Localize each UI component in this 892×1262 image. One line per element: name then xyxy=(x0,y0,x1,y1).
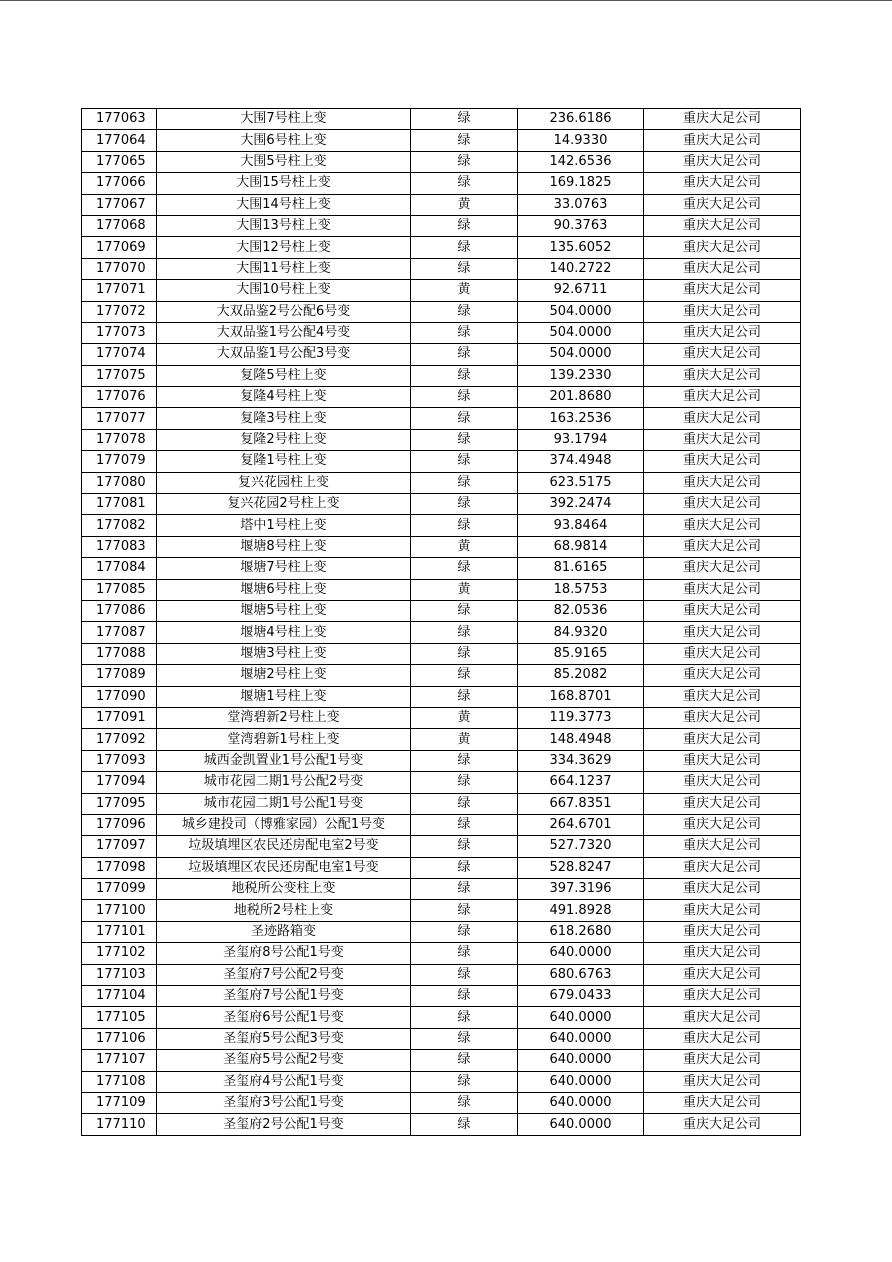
cell-status-color: 黄 xyxy=(411,729,518,750)
cell-value: 640.0000 xyxy=(518,1028,644,1049)
cell-value: 640.0000 xyxy=(518,1050,644,1071)
table-row xyxy=(82,836,801,857)
cell-status-color: 绿 xyxy=(411,494,518,515)
cell-company: 重庆大足公司 xyxy=(644,622,801,643)
cell-name: 圣玺府7号公配1号变 xyxy=(157,986,411,1007)
cell-status-color: 绿 xyxy=(411,237,518,258)
cell-name: 大围11号柱上变 xyxy=(157,258,411,279)
cell-id: 177069 xyxy=(82,237,157,258)
table-row xyxy=(82,729,801,750)
table-row xyxy=(82,600,801,621)
table-row xyxy=(82,151,801,172)
cell-name: 圣玺府2号公配1号变 xyxy=(157,1114,411,1135)
table-row xyxy=(82,429,801,450)
cell-value: 623.5175 xyxy=(518,472,644,493)
table-row xyxy=(82,109,801,130)
cell-status-color: 绿 xyxy=(411,322,518,343)
cell-company: 重庆大足公司 xyxy=(644,1071,801,1092)
cell-company: 重庆大足公司 xyxy=(644,665,801,686)
cell-name: 塔中1号柱上变 xyxy=(157,515,411,536)
cell-company: 重庆大足公司 xyxy=(644,857,801,878)
cell-status-color: 绿 xyxy=(411,900,518,921)
cell-status-color: 绿 xyxy=(411,772,518,793)
cell-status-color: 绿 xyxy=(411,665,518,686)
cell-id: 177093 xyxy=(82,750,157,771)
cell-company: 重庆大足公司 xyxy=(644,1092,801,1113)
cell-id: 177074 xyxy=(82,344,157,365)
cell-company: 重庆大足公司 xyxy=(644,215,801,236)
cell-name: 堰塘3号柱上变 xyxy=(157,643,411,664)
cell-status-color: 绿 xyxy=(411,301,518,322)
cell-value: 640.0000 xyxy=(518,1092,644,1113)
cell-value: 68.9814 xyxy=(518,536,644,557)
cell-value: 680.6763 xyxy=(518,964,644,985)
cell-company: 重庆大足公司 xyxy=(644,900,801,921)
cell-status-color: 绿 xyxy=(411,173,518,194)
cell-value: 92.6711 xyxy=(518,280,644,301)
cell-value: 18.5753 xyxy=(518,579,644,600)
table-row xyxy=(82,879,801,900)
cell-company: 重庆大足公司 xyxy=(644,365,801,386)
table-row xyxy=(82,130,801,151)
cell-name: 城市花园二期1号公配1号变 xyxy=(157,793,411,814)
cell-value: 664.1237 xyxy=(518,772,644,793)
table-row xyxy=(82,1007,801,1028)
cell-company: 重庆大足公司 xyxy=(644,943,801,964)
page-top-border xyxy=(0,0,892,1)
cell-value: 90.3763 xyxy=(518,215,644,236)
cell-status-color: 黄 xyxy=(411,579,518,600)
cell-status-color: 绿 xyxy=(411,600,518,621)
cell-name: 圣玺府5号公配2号变 xyxy=(157,1050,411,1071)
cell-id: 177073 xyxy=(82,322,157,343)
cell-value: 148.4948 xyxy=(518,729,644,750)
table-row xyxy=(82,622,801,643)
cell-company: 重庆大足公司 xyxy=(644,536,801,557)
cell-value: 85.2082 xyxy=(518,665,644,686)
cell-name: 圣迹路箱变 xyxy=(157,921,411,942)
cell-name: 堰塘1号柱上变 xyxy=(157,686,411,707)
cell-value: 504.0000 xyxy=(518,344,644,365)
table-row xyxy=(82,707,801,728)
cell-value: 93.1794 xyxy=(518,429,644,450)
cell-value: 14.9330 xyxy=(518,130,644,151)
table-row xyxy=(82,301,801,322)
cell-status-color: 绿 xyxy=(411,451,518,472)
cell-id: 177089 xyxy=(82,665,157,686)
table-row xyxy=(82,408,801,429)
cell-id: 177094 xyxy=(82,772,157,793)
cell-company: 重庆大足公司 xyxy=(644,258,801,279)
cell-value: 667.8351 xyxy=(518,793,644,814)
cell-value: 392.2474 xyxy=(518,494,644,515)
cell-company: 重庆大足公司 xyxy=(644,772,801,793)
cell-name: 大围13号柱上变 xyxy=(157,215,411,236)
cell-id: 177071 xyxy=(82,280,157,301)
cell-status-color: 绿 xyxy=(411,622,518,643)
table-row xyxy=(82,1071,801,1092)
cell-name: 垃圾填埋区农民还房配电室2号变 xyxy=(157,836,411,857)
cell-status-color: 绿 xyxy=(411,986,518,1007)
cell-name: 垃圾填埋区农民还房配电室1号变 xyxy=(157,857,411,878)
cell-id: 177068 xyxy=(82,215,157,236)
cell-value: 169.1825 xyxy=(518,173,644,194)
cell-value: 82.0536 xyxy=(518,600,644,621)
table-row xyxy=(82,1114,801,1135)
cell-company: 重庆大足公司 xyxy=(644,472,801,493)
cell-value: 491.8928 xyxy=(518,900,644,921)
cell-id: 177105 xyxy=(82,1007,157,1028)
cell-name: 大围10号柱上变 xyxy=(157,280,411,301)
cell-id: 177076 xyxy=(82,387,157,408)
cell-id: 177082 xyxy=(82,515,157,536)
cell-name: 大围14号柱上变 xyxy=(157,194,411,215)
cell-id: 177109 xyxy=(82,1092,157,1113)
cell-company: 重庆大足公司 xyxy=(644,1028,801,1049)
cell-id: 177083 xyxy=(82,536,157,557)
cell-id: 177070 xyxy=(82,258,157,279)
cell-id: 177100 xyxy=(82,900,157,921)
cell-company: 重庆大足公司 xyxy=(644,814,801,835)
cell-value: 640.0000 xyxy=(518,943,644,964)
table-row xyxy=(82,494,801,515)
cell-status-color: 绿 xyxy=(411,1071,518,1092)
cell-status-color: 绿 xyxy=(411,429,518,450)
cell-name: 复隆3号柱上变 xyxy=(157,408,411,429)
cell-id: 177067 xyxy=(82,194,157,215)
table-row xyxy=(82,558,801,579)
cell-name: 堰塘8号柱上变 xyxy=(157,536,411,557)
cell-company: 重庆大足公司 xyxy=(644,879,801,900)
cell-name: 复隆5号柱上变 xyxy=(157,365,411,386)
table-row xyxy=(82,750,801,771)
cell-company: 重庆大足公司 xyxy=(644,836,801,857)
cell-value: 142.6536 xyxy=(518,151,644,172)
cell-name: 堰塘6号柱上变 xyxy=(157,579,411,600)
table-row xyxy=(82,964,801,985)
cell-company: 重庆大足公司 xyxy=(644,1050,801,1071)
cell-status-color: 绿 xyxy=(411,1114,518,1135)
table-row xyxy=(82,1092,801,1113)
table-row xyxy=(82,686,801,707)
cell-id: 177066 xyxy=(82,173,157,194)
cell-value: 618.2680 xyxy=(518,921,644,942)
cell-value: 527.7320 xyxy=(518,836,644,857)
cell-status-color: 绿 xyxy=(411,836,518,857)
cell-value: 135.6052 xyxy=(518,237,644,258)
cell-value: 85.9165 xyxy=(518,643,644,664)
cell-value: 33.0763 xyxy=(518,194,644,215)
cell-name: 圣玺府8号公配1号变 xyxy=(157,943,411,964)
cell-value: 163.2536 xyxy=(518,408,644,429)
cell-name: 圣玺府4号公配1号变 xyxy=(157,1071,411,1092)
cell-name: 大双品鉴2号公配6号变 xyxy=(157,301,411,322)
table-row xyxy=(82,943,801,964)
cell-status-color: 绿 xyxy=(411,344,518,365)
cell-name: 大围12号柱上变 xyxy=(157,237,411,258)
table-row xyxy=(82,643,801,664)
cell-name: 大双品鉴1号公配3号变 xyxy=(157,344,411,365)
cell-value: 236.6186 xyxy=(518,109,644,130)
cell-name: 圣玺府7号公配2号变 xyxy=(157,964,411,985)
cell-value: 119.3773 xyxy=(518,707,644,728)
table-row xyxy=(82,173,801,194)
cell-status-color: 绿 xyxy=(411,921,518,942)
cell-id: 177065 xyxy=(82,151,157,172)
cell-company: 重庆大足公司 xyxy=(644,280,801,301)
table-row xyxy=(82,1028,801,1049)
cell-value: 374.4948 xyxy=(518,451,644,472)
cell-company: 重庆大足公司 xyxy=(644,707,801,728)
cell-name: 复兴花园柱上变 xyxy=(157,472,411,493)
cell-id: 177063 xyxy=(82,109,157,130)
table-row xyxy=(82,986,801,1007)
table-row xyxy=(82,793,801,814)
cell-value: 504.0000 xyxy=(518,301,644,322)
cell-status-color: 绿 xyxy=(411,365,518,386)
cell-company: 重庆大足公司 xyxy=(644,579,801,600)
cell-status-color: 绿 xyxy=(411,964,518,985)
cell-company: 重庆大足公司 xyxy=(644,237,801,258)
cell-status-color: 黄 xyxy=(411,536,518,557)
cell-id: 177078 xyxy=(82,429,157,450)
table-row xyxy=(82,280,801,301)
cell-value: 81.6165 xyxy=(518,558,644,579)
cell-company: 重庆大足公司 xyxy=(644,451,801,472)
cell-name: 堰塘7号柱上变 xyxy=(157,558,411,579)
cell-id: 177090 xyxy=(82,686,157,707)
cell-value: 201.8680 xyxy=(518,387,644,408)
cell-id: 177108 xyxy=(82,1071,157,1092)
cell-id: 177079 xyxy=(82,451,157,472)
table-row xyxy=(82,451,801,472)
cell-name: 圣玺府5号公配3号变 xyxy=(157,1028,411,1049)
cell-id: 177091 xyxy=(82,707,157,728)
cell-id: 177104 xyxy=(82,986,157,1007)
cell-name: 城市花园二期1号公配2号变 xyxy=(157,772,411,793)
table-row xyxy=(82,515,801,536)
cell-value: 640.0000 xyxy=(518,1071,644,1092)
table-row xyxy=(82,772,801,793)
cell-company: 重庆大足公司 xyxy=(644,515,801,536)
cell-id: 177110 xyxy=(82,1114,157,1135)
cell-status-color: 绿 xyxy=(411,1028,518,1049)
cell-status-color: 绿 xyxy=(411,130,518,151)
cell-name: 大围6号柱上变 xyxy=(157,130,411,151)
cell-status-color: 黄 xyxy=(411,280,518,301)
cell-id: 177075 xyxy=(82,365,157,386)
cell-id: 177064 xyxy=(82,130,157,151)
table-row xyxy=(82,536,801,557)
cell-status-color: 绿 xyxy=(411,472,518,493)
cell-company: 重庆大足公司 xyxy=(644,194,801,215)
cell-status-color: 绿 xyxy=(411,515,518,536)
cell-status-color: 绿 xyxy=(411,151,518,172)
table-row xyxy=(82,1050,801,1071)
table-row xyxy=(82,472,801,493)
cell-company: 重庆大足公司 xyxy=(644,109,801,130)
cell-id: 177088 xyxy=(82,643,157,664)
cell-name: 复隆1号柱上变 xyxy=(157,451,411,472)
cell-name: 堰塘5号柱上变 xyxy=(157,600,411,621)
cell-company: 重庆大足公司 xyxy=(644,793,801,814)
cell-company: 重庆大足公司 xyxy=(644,750,801,771)
cell-status-color: 绿 xyxy=(411,1007,518,1028)
table-row xyxy=(82,665,801,686)
cell-status-color: 绿 xyxy=(411,943,518,964)
cell-company: 重庆大足公司 xyxy=(644,558,801,579)
cell-status-color: 绿 xyxy=(411,686,518,707)
cell-name: 大围5号柱上变 xyxy=(157,151,411,172)
table-row xyxy=(82,215,801,236)
table-row xyxy=(82,921,801,942)
cell-id: 177084 xyxy=(82,558,157,579)
cell-id: 177087 xyxy=(82,622,157,643)
table-body xyxy=(82,109,801,1136)
cell-id: 177085 xyxy=(82,579,157,600)
cell-status-color: 黄 xyxy=(411,707,518,728)
cell-name: 地税所2号柱上变 xyxy=(157,900,411,921)
cell-status-color: 绿 xyxy=(411,750,518,771)
cell-status-color: 绿 xyxy=(411,258,518,279)
cell-value: 168.8701 xyxy=(518,686,644,707)
cell-company: 重庆大足公司 xyxy=(644,986,801,1007)
cell-id: 177092 xyxy=(82,729,157,750)
cell-name: 复兴花园2号柱上变 xyxy=(157,494,411,515)
cell-name: 大围7号柱上变 xyxy=(157,109,411,130)
cell-company: 重庆大足公司 xyxy=(644,322,801,343)
cell-company: 重庆大足公司 xyxy=(644,643,801,664)
table-row xyxy=(82,579,801,600)
cell-id: 177102 xyxy=(82,943,157,964)
cell-name: 堂湾碧新1号柱上变 xyxy=(157,729,411,750)
cell-id: 177095 xyxy=(82,793,157,814)
cell-status-color: 绿 xyxy=(411,109,518,130)
cell-value: 93.8464 xyxy=(518,515,644,536)
cell-value: 640.0000 xyxy=(518,1007,644,1028)
cell-value: 679.0433 xyxy=(518,986,644,1007)
cell-status-color: 绿 xyxy=(411,793,518,814)
cell-value: 139.2330 xyxy=(518,365,644,386)
cell-company: 重庆大足公司 xyxy=(644,301,801,322)
cell-name: 堰塘2号柱上变 xyxy=(157,665,411,686)
cell-value: 397.3196 xyxy=(518,879,644,900)
cell-company: 重庆大足公司 xyxy=(644,600,801,621)
cell-name: 大双品鉴1号公配4号变 xyxy=(157,322,411,343)
cell-company: 重庆大足公司 xyxy=(644,921,801,942)
transformer-table xyxy=(81,108,801,1136)
cell-status-color: 绿 xyxy=(411,1092,518,1113)
cell-value: 640.0000 xyxy=(518,1114,644,1135)
cell-company: 重庆大足公司 xyxy=(644,429,801,450)
cell-company: 重庆大足公司 xyxy=(644,494,801,515)
cell-value: 504.0000 xyxy=(518,322,644,343)
cell-name: 复隆4号柱上变 xyxy=(157,387,411,408)
cell-id: 177107 xyxy=(82,1050,157,1071)
cell-id: 177099 xyxy=(82,879,157,900)
cell-value: 528.8247 xyxy=(518,857,644,878)
cell-company: 重庆大足公司 xyxy=(644,964,801,985)
cell-company: 重庆大足公司 xyxy=(644,1007,801,1028)
cell-id: 177081 xyxy=(82,494,157,515)
table-row xyxy=(82,900,801,921)
cell-name: 堂湾碧新2号柱上变 xyxy=(157,707,411,728)
cell-name: 城西金凯置业1号公配1号变 xyxy=(157,750,411,771)
cell-company: 重庆大足公司 xyxy=(644,408,801,429)
cell-company: 重庆大足公司 xyxy=(644,1114,801,1135)
cell-id: 177101 xyxy=(82,921,157,942)
cell-company: 重庆大足公司 xyxy=(644,344,801,365)
table-row xyxy=(82,322,801,343)
table-row xyxy=(82,344,801,365)
cell-value: 84.9320 xyxy=(518,622,644,643)
cell-status-color: 黄 xyxy=(411,194,518,215)
cell-status-color: 绿 xyxy=(411,558,518,579)
table-row xyxy=(82,365,801,386)
table-row xyxy=(82,857,801,878)
cell-id: 177097 xyxy=(82,836,157,857)
cell-company: 重庆大足公司 xyxy=(644,173,801,194)
cell-id: 177106 xyxy=(82,1028,157,1049)
table-row xyxy=(82,194,801,215)
cell-status-color: 绿 xyxy=(411,408,518,429)
cell-id: 177096 xyxy=(82,814,157,835)
cell-company: 重庆大足公司 xyxy=(644,130,801,151)
cell-company: 重庆大足公司 xyxy=(644,387,801,408)
cell-name: 大围15号柱上变 xyxy=(157,173,411,194)
cell-status-color: 绿 xyxy=(411,814,518,835)
table-row xyxy=(82,237,801,258)
cell-company: 重庆大足公司 xyxy=(644,729,801,750)
cell-status-color: 绿 xyxy=(411,215,518,236)
cell-company: 重庆大足公司 xyxy=(644,686,801,707)
cell-status-color: 绿 xyxy=(411,643,518,664)
cell-company: 重庆大足公司 xyxy=(644,151,801,172)
cell-id: 177077 xyxy=(82,408,157,429)
cell-status-color: 绿 xyxy=(411,1050,518,1071)
cell-value: 334.3629 xyxy=(518,750,644,771)
cell-value: 264.6701 xyxy=(518,814,644,835)
table-row xyxy=(82,258,801,279)
cell-id: 177098 xyxy=(82,857,157,878)
cell-name: 地税所公变柱上变 xyxy=(157,879,411,900)
table-row xyxy=(82,387,801,408)
cell-status-color: 绿 xyxy=(411,879,518,900)
cell-value: 140.2722 xyxy=(518,258,644,279)
cell-name: 圣玺府3号公配1号变 xyxy=(157,1092,411,1113)
cell-name: 城乡建投司（博雅家园）公配1号变 xyxy=(157,814,411,835)
cell-id: 177072 xyxy=(82,301,157,322)
cell-id: 177080 xyxy=(82,472,157,493)
cell-id: 177103 xyxy=(82,964,157,985)
cell-name: 复隆2号柱上变 xyxy=(157,429,411,450)
cell-status-color: 绿 xyxy=(411,387,518,408)
cell-id: 177086 xyxy=(82,600,157,621)
cell-status-color: 绿 xyxy=(411,857,518,878)
table-row xyxy=(82,814,801,835)
cell-name: 圣玺府6号公配1号变 xyxy=(157,1007,411,1028)
cell-name: 堰塘4号柱上变 xyxy=(157,622,411,643)
